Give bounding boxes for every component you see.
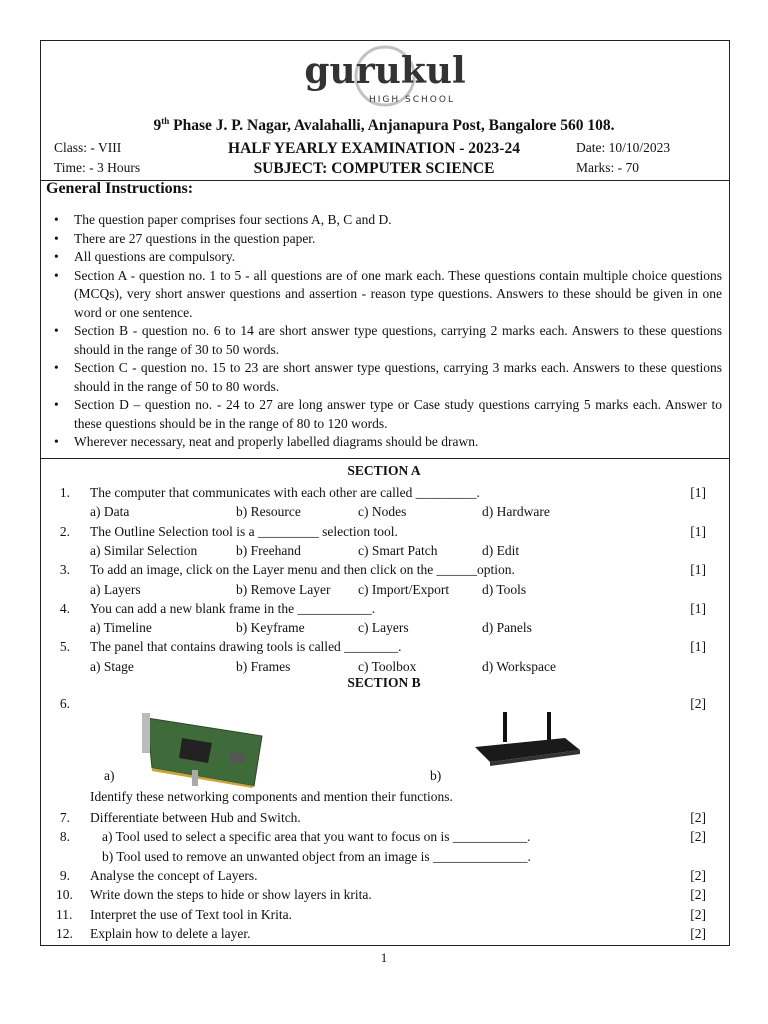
question-marks: [2] bbox=[690, 887, 706, 903]
image-label-a: a) bbox=[104, 768, 115, 783]
instructions-list bbox=[52, 211, 722, 452]
option-a: a) Stage bbox=[90, 658, 134, 674]
question-text: Explain how to delete a layer. bbox=[90, 925, 251, 941]
question-8 bbox=[56, 827, 706, 846]
question-number: 6. bbox=[59, 696, 70, 711]
address-text: Phase J. P. Nagar, Avalahalli, Anjanapura Post, Bangalore 560 108. bbox=[169, 117, 615, 135]
divider bbox=[40, 458, 730, 459]
question-text: You can add a new blank frame in the ___________. bbox=[90, 600, 376, 616]
option-d: d) Hardware bbox=[482, 504, 550, 520]
question-9 bbox=[56, 866, 706, 885]
question-number: 8. bbox=[59, 829, 70, 845]
question-number: 10. bbox=[56, 887, 73, 903]
network-card-image bbox=[142, 708, 272, 788]
instructions-title: General Instructions: bbox=[46, 180, 194, 197]
option-b: b) Remove Layer bbox=[236, 581, 331, 597]
question-text: Analyse the concept of Layers. bbox=[90, 867, 258, 883]
question-number: 9. bbox=[59, 867, 70, 883]
question-10 bbox=[56, 885, 706, 904]
question-text: Interpret the use of Text tool in Krita. bbox=[90, 906, 292, 922]
question-marks: [1] bbox=[690, 523, 706, 539]
question-6-text: Identify these networking components and mention their functions. bbox=[90, 789, 453, 804]
option-c: c) Smart Patch bbox=[358, 542, 438, 558]
option-d: d) Edit bbox=[482, 542, 520, 558]
option-b: b) Freehand bbox=[236, 542, 301, 558]
question-text: To add an image, click on the Layer menu and then click on the ______option. bbox=[90, 562, 515, 578]
question-1 bbox=[56, 483, 706, 502]
option-a: a) Timeline bbox=[90, 620, 152, 636]
option-b: b) Keyframe bbox=[236, 620, 305, 636]
option-d: d) Workspace bbox=[482, 658, 557, 674]
instruction-item: • Wherever necessary, neat and properly labelled diagrams should be drawn. bbox=[52, 433, 722, 452]
question-marks: [2] bbox=[690, 829, 706, 845]
question-number: 7. bbox=[59, 810, 70, 825]
question-marks: [1] bbox=[690, 562, 706, 578]
question-number: 1. bbox=[59, 485, 70, 500]
section-b-title: SECTION B bbox=[347, 675, 421, 690]
question-marks: [2] bbox=[690, 925, 706, 941]
instruction-item: • There are 27 questions in the question paper. bbox=[52, 230, 722, 249]
school-logo bbox=[300, 45, 470, 107]
question-marks: [1] bbox=[690, 639, 706, 655]
subject-title: SUBJECT: COMPUTER SCIENCE bbox=[253, 160, 495, 177]
question-marks: [2] bbox=[690, 867, 706, 883]
question-2 bbox=[56, 522, 706, 541]
question-text: The panel that contains drawing tools is called ________. bbox=[90, 639, 402, 655]
question-11 bbox=[56, 905, 706, 924]
option-c: c) Layers bbox=[358, 620, 409, 636]
svg-text:HIGH SCHOOL: HIGH SCHOOL bbox=[369, 95, 455, 105]
option-c: c) Toolbox bbox=[358, 658, 417, 674]
question-text: Write down the steps to hide or show layers in krita. bbox=[90, 887, 372, 903]
option-b: b) Frames bbox=[236, 658, 291, 674]
instruction-item: • The question paper comprises four sections A, B, C and D. bbox=[52, 211, 722, 230]
question-number: 11. bbox=[56, 906, 73, 922]
option-c: c) Import/Export bbox=[358, 581, 450, 597]
marks-label: Marks: - 70 bbox=[576, 160, 639, 175]
instruction-item: • Section B - question no. 6 to 14 are short answer type questions, carrying 2 marks each. Answers to these questions should in the range of 30 to 50 words. bbox=[52, 322, 722, 359]
question-7 bbox=[56, 808, 706, 827]
question-marks: [2] bbox=[690, 906, 706, 922]
question-options bbox=[56, 502, 706, 521]
school-address bbox=[0, 116, 768, 135]
option-a: a) Layers bbox=[90, 581, 141, 597]
question-marks: [1] bbox=[690, 485, 706, 500]
option-a: a) Similar Selection bbox=[90, 542, 198, 558]
question-number: 5. bbox=[59, 639, 70, 655]
question-3 bbox=[56, 560, 706, 579]
question-number: 3. bbox=[59, 562, 70, 578]
question-options bbox=[56, 657, 706, 676]
question-text: Differentiate between Hub and Switch. bbox=[90, 810, 301, 825]
question-options bbox=[56, 580, 706, 599]
date-label: Date: 10/10/2023 bbox=[576, 140, 671, 155]
question-text: The Outline Selection tool is a _________ selection tool. bbox=[90, 523, 398, 539]
option-c: c) Nodes bbox=[358, 504, 407, 520]
question-marks: [2] bbox=[690, 810, 706, 825]
question-12 bbox=[56, 924, 706, 943]
instruction-item: • Section A - question no. 1 to 5 - all questions are of one mark each. These questions contain multiple choice questions (MCQs), very short answer questions and assertion - reason type questions. Answers to these should be given in one word or one sentence. bbox=[52, 267, 722, 323]
question-number: 12. bbox=[56, 925, 73, 941]
option-a: a) Data bbox=[90, 504, 130, 520]
question-options bbox=[56, 618, 706, 637]
question-5 bbox=[56, 637, 706, 656]
option-d: d) Panels bbox=[482, 620, 532, 636]
router-image bbox=[465, 712, 585, 767]
instruction-item: • All questions are compulsory. bbox=[52, 248, 722, 267]
address-ordinal-suffix: th bbox=[161, 116, 170, 126]
option-d: d) Tools bbox=[482, 581, 527, 597]
image-label-b: b) bbox=[430, 768, 442, 783]
question-options bbox=[56, 541, 706, 560]
question-text: b) Tool used to remove an unwanted object from an image is ______________. bbox=[102, 848, 531, 864]
question-4 bbox=[56, 599, 706, 618]
question-subpart bbox=[56, 847, 706, 866]
option-b: b) Resource bbox=[236, 504, 301, 520]
question-text: a) Tool used to select a specific area that you want to focus on is ___________. bbox=[102, 829, 531, 845]
question-number: 4. bbox=[59, 600, 70, 616]
time-label: Time: - 3 Hours bbox=[54, 160, 141, 175]
class-label: Class: - VIII bbox=[54, 140, 122, 155]
question-marks: [1] bbox=[690, 600, 706, 616]
instruction-item: • Section D – question no. - 24 to 27 are long answer type or Case study questions carrying 5 marks each. Answer to these questions should be in the range of 80 to 120 words. bbox=[52, 396, 722, 433]
instruction-item: • Section C - question no. 15 to 23 are short answer type questions, carrying 3 marks each. Answers to these questions should in the range of 50 to 80 words. bbox=[52, 359, 722, 396]
question-text: The computer that communicates with each other are called _________. bbox=[90, 485, 480, 500]
logo-wordmark: gurukul bbox=[304, 50, 466, 92]
question-number: 2. bbox=[59, 523, 70, 539]
question-marks: [2] bbox=[690, 696, 706, 711]
section-a-title: SECTION A bbox=[347, 463, 421, 478]
page-number: 1 bbox=[380, 950, 388, 965]
exam-title: HALF YEARLY EXAMINATION - 2023-24 bbox=[228, 140, 520, 157]
address-ordinal: 9 bbox=[153, 117, 162, 135]
